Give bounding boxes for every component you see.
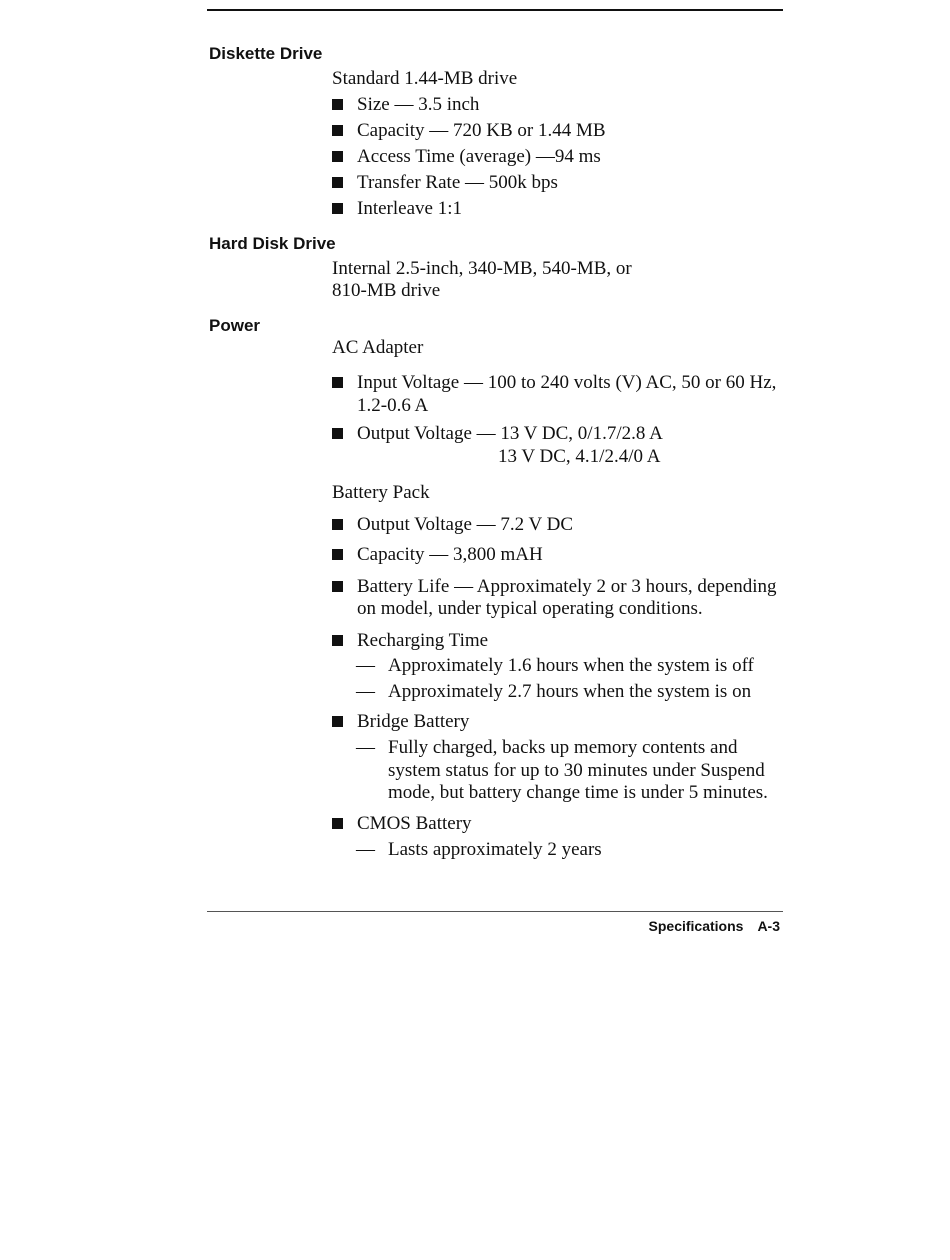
list-item-text: Interleave 1:1 [357,198,462,219]
square-bullet-icon [332,125,343,136]
square-bullet-icon [332,177,343,188]
sub-list-item-text: Lasts approximately 2 years [388,839,602,860]
power-heading: Power [209,316,261,335]
list-item-text: Recharging Time [357,630,489,651]
bottom-rule [207,911,783,912]
square-bullet-icon [332,203,343,214]
list-item-text: Capacity — 720 KB or 1.44 MB [357,120,606,141]
footer-section-title: Specifications [648,918,744,934]
battery-pack-title: Battery Pack [332,482,430,503]
dash-marker: — [356,839,375,860]
sub-list-item-text: Fully charged, backs up memory contents and [388,737,738,758]
page-number: A-3 [757,918,780,934]
hard-disk-line: 810-MB drive [332,280,441,301]
list-item-text: Access Time (average) —94 ms [357,146,601,167]
page-footer [649,917,780,935]
list-item-continuation: on model, under typical operating conditions. [357,598,703,619]
hard-disk-line: Internal 2.5-inch, 340-MB, 540-MB, or [332,258,632,279]
list-item-text: Battery Life — Approximately 2 or 3 hours, depending [357,576,777,597]
sub-list-item-text: Approximately 2.7 hours when the system is on [388,681,752,702]
square-bullet-icon [332,99,343,110]
square-bullet-icon [332,428,343,439]
sub-list-item-text: Approximately 1.6 hours when the system is off [388,655,754,676]
list-item-text: Transfer Rate — 500k bps [357,172,558,193]
top-rule [207,9,783,11]
list-item-text: Output Voltage — 13 V DC, 0/1.7/2.8 A [357,423,663,444]
ac-adapter-title: AC Adapter [332,337,424,358]
diskette-drive-intro: Standard 1.44-MB drive [332,68,518,89]
dash-marker: — [356,655,375,676]
hard-disk-drive-heading: Hard Disk Drive [209,234,336,253]
list-item-text: Bridge Battery [357,711,470,732]
list-item-continuation: 1.2-0.6 A [357,395,429,416]
square-bullet-icon [332,377,343,388]
list-item-text: Input Voltage — 100 to 240 volts (V) AC, 50 or 60 Hz, [357,372,777,393]
dash-marker: — [356,737,375,758]
list-item-text: Size — 3.5 inch [357,94,480,115]
square-bullet-icon [332,716,343,727]
list-item-text: CMOS Battery [357,813,472,834]
square-bullet-icon [332,519,343,530]
sub-list-item-continuation: mode, but battery change time is under 5 minutes. [388,782,768,803]
diskette-drive-heading: Diskette Drive [209,44,323,63]
square-bullet-icon [332,581,343,592]
sub-list-item-continuation: system status for up to 30 minutes under Suspend [388,760,765,781]
list-item-text: Capacity — 3,800 mAH [357,544,543,565]
square-bullet-icon [332,818,343,829]
list-item-continuation: 13 V DC, 4.1/2.4/0 A [498,446,661,467]
square-bullet-icon [332,635,343,646]
square-bullet-icon [332,549,343,560]
dash-marker: — [356,681,375,702]
list-item-text: Output Voltage — 7.2 V DC [357,514,574,535]
square-bullet-icon [332,151,343,162]
